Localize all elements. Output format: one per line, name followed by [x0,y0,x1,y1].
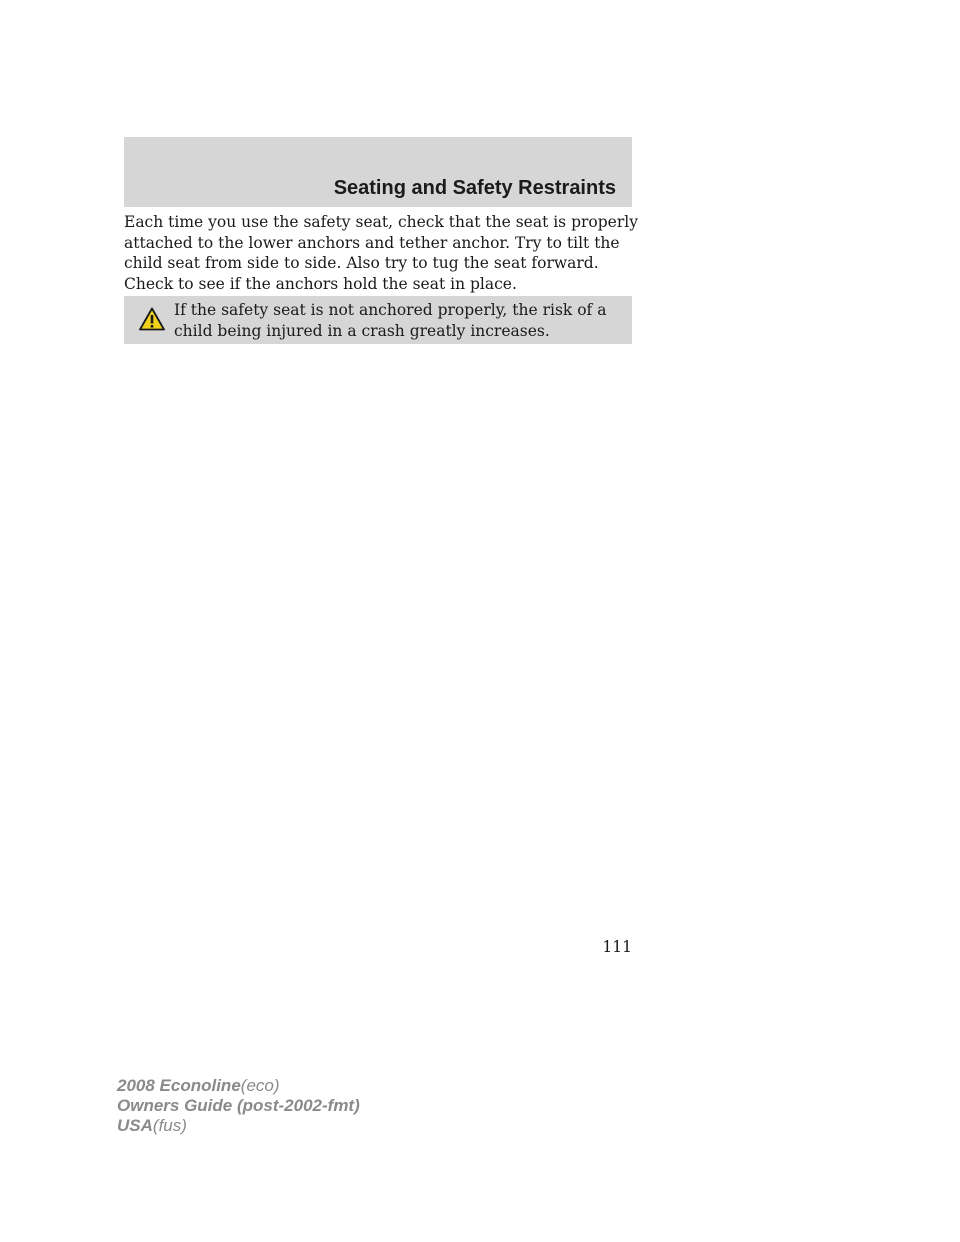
warning-box [124,296,632,344]
footer-model-tag: (eco) [240,1076,280,1095]
document-footer [117,1076,360,1136]
section-header-band [124,137,632,207]
footer-model: 2008 Econoline [117,1076,241,1095]
section-title: Seating and Safety Restraints [333,177,616,199]
footer-region-tag: (fus) [152,1116,187,1135]
footer-line-guide [117,1096,360,1116]
footer-line-model [117,1076,360,1096]
page-number: 111 [602,938,632,956]
warning-triangle-icon [139,307,165,331]
footer-guide: Owners Guide (post-2002-fmt) [117,1096,360,1115]
warning-text: If the safety seat is not anchored properly, the risk of a child being injured in a crash greatly increases. [174,301,607,340]
footer-line-region [117,1116,360,1136]
footer-region: USA [117,1116,153,1135]
body-paragraph: Each time you use the safety seat, check that the seat is properly attached to the lower anchors and tether anchor. Try to tilt the child seat from side to side. Also try to tug the seat forward. Check to see if the anchors hold the seat in place. [124,213,638,293]
